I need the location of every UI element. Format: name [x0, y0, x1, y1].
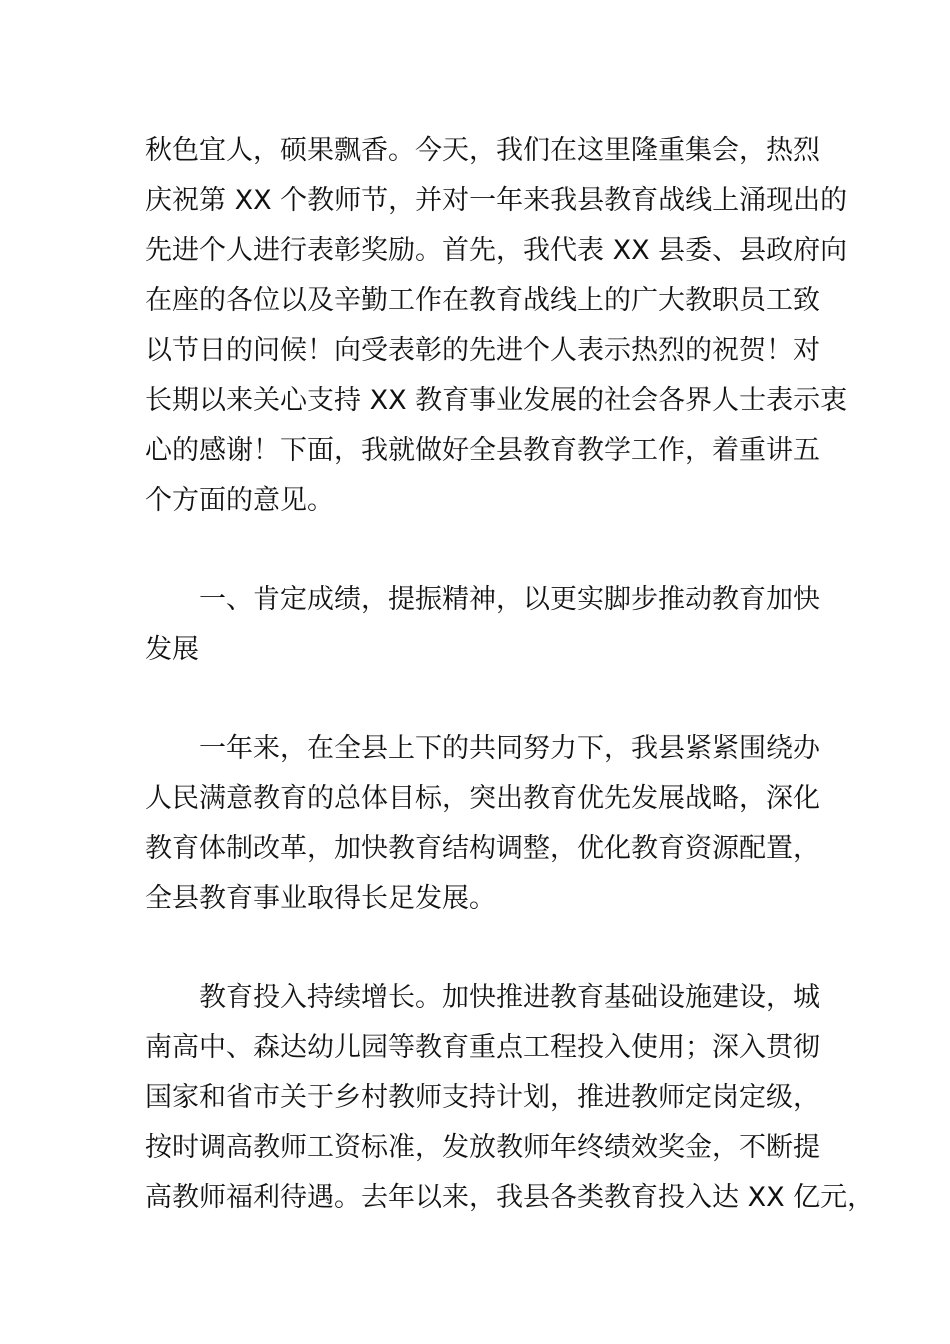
text-line: 南高中、森达幼儿园等教育重点工程投入使用；深入贯彻: [145, 1032, 820, 1063]
section-heading: [145, 575, 825, 675]
text-line: 庆祝第 XX 个教师节，并对一年来我县教育战线上涌现出的: [145, 185, 848, 216]
text-line: 人民满意教育的总体目标，突出教育优先发展战略，深化: [145, 783, 820, 814]
text-line: 教育投入持续增长。加快推进教育基础设施建设，城: [145, 982, 820, 1013]
heading-line: 一、肯定成绩，提振精神，以更实脚步推动教育加快: [145, 584, 820, 615]
text-line: 在座的各位以及辛勤工作在教育战线上的广大教职员工致: [145, 285, 820, 316]
paragraph-summary: [145, 724, 825, 924]
text-line: 国家和省市关于乡村教师支持计划，推进教师定岗定级，: [145, 1082, 820, 1113]
heading-line: 发展: [145, 634, 199, 665]
paragraph-opening: [145, 126, 848, 526]
text-line: 一年来，在全县上下的共同努力下，我县紧紧围绕办: [145, 733, 820, 764]
text-line: 长期以来关心支持 XX 教育事业发展的社会各界人士表示衷: [145, 385, 848, 416]
paragraph-investment: [145, 973, 875, 1223]
text-line: 教育体制改革，加快教育结构调整，优化教育资源配置，: [145, 833, 820, 864]
text-line: 心的感谢！下面，我就做好全县教育教学工作，着重讲五: [145, 435, 820, 466]
text-line: 秋色宜人，硕果飘香。今天，我们在这里隆重集会，热烈: [145, 135, 820, 166]
text-line: 个方面的意见。: [145, 485, 334, 516]
text-line: 先进个人进行表彰奖励。首先，我代表 XX 县委、县政府向: [145, 235, 848, 266]
text-line: 以节日的问候！向受表彰的先进个人表示热烈的祝贺！对: [145, 335, 820, 366]
text-line: 高教师福利待遇。去年以来，我县各类教育投入达 XX 亿元，: [145, 1182, 875, 1213]
text-line: 全县教育事业取得长足发展。: [145, 883, 496, 914]
text-line: 按时调高教师工资标准，发放教师年终绩效奖金，不断提: [145, 1132, 820, 1163]
